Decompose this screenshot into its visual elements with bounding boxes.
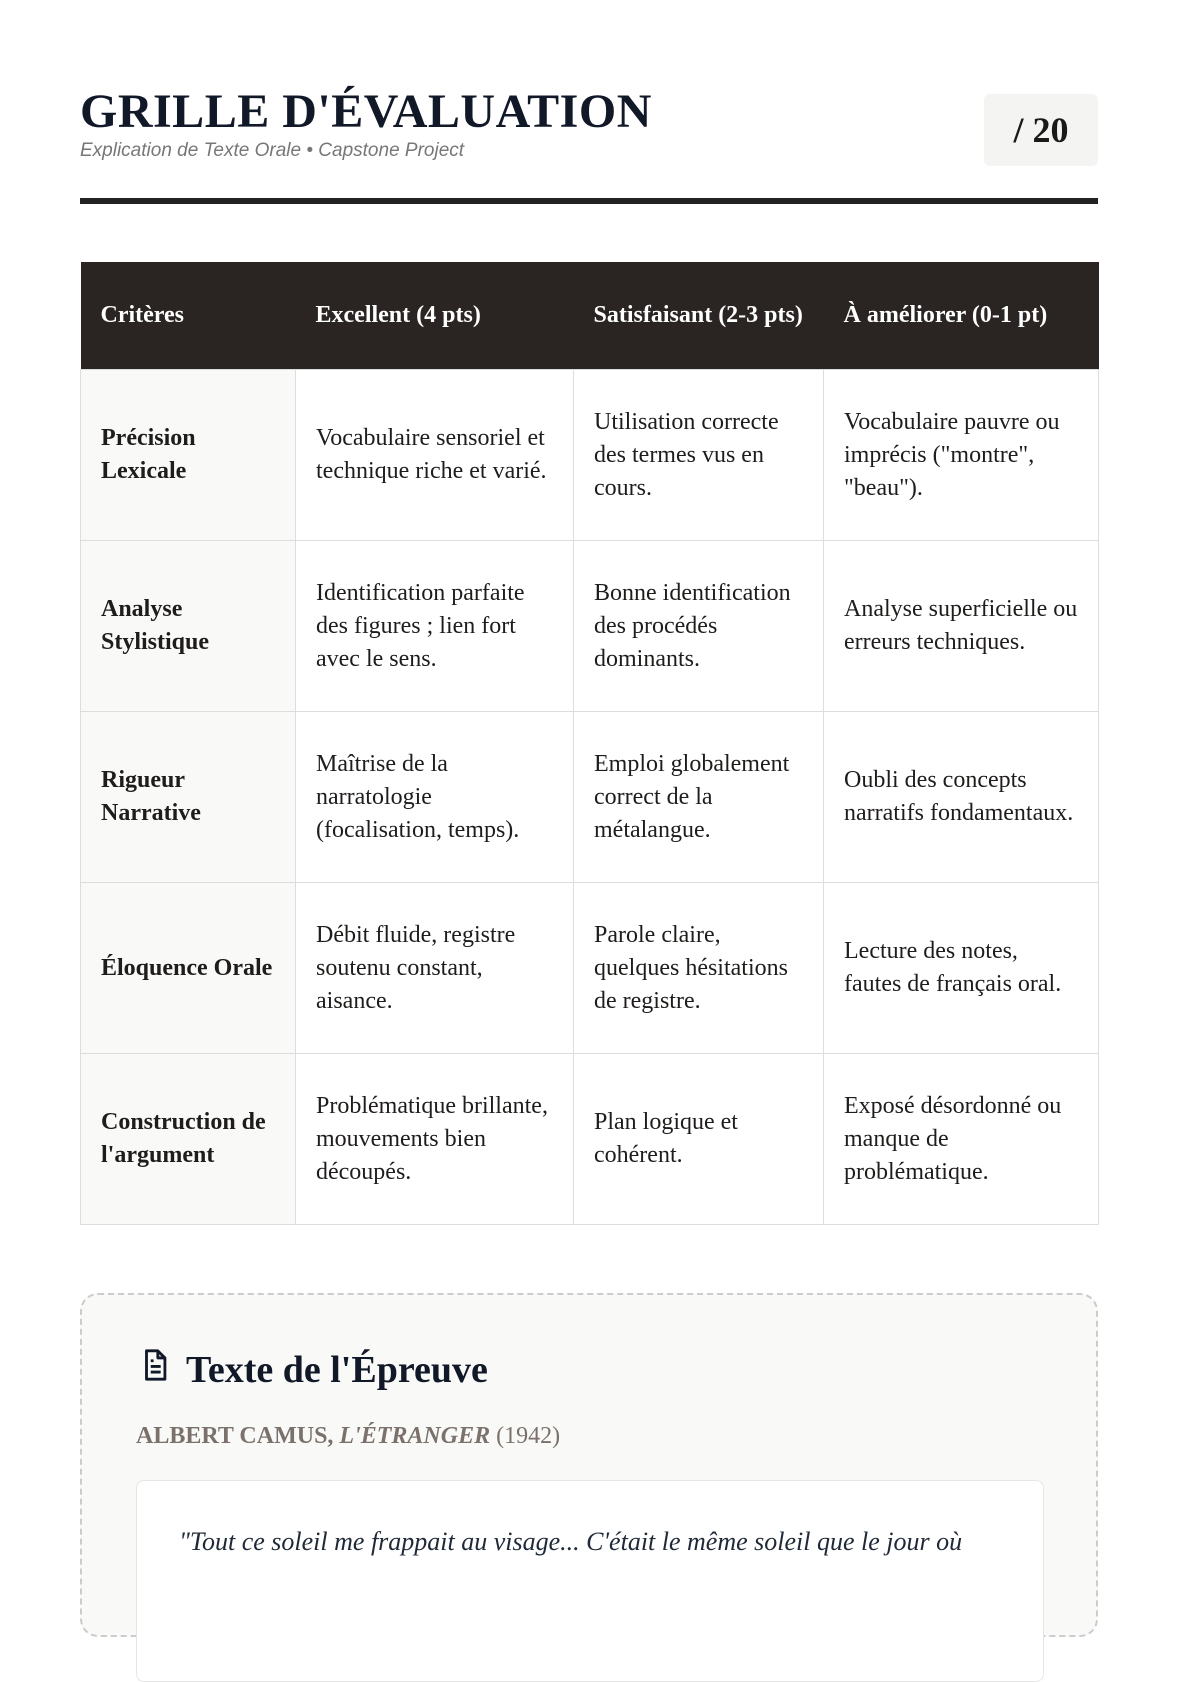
section-title	[138, 1347, 488, 1393]
document-icon	[138, 1347, 172, 1393]
table-header-row	[81, 262, 1099, 370]
quote-card	[136, 1480, 1044, 1682]
excellent-cell: Problématique brillante, mouvements bien découpés.	[296, 1054, 574, 1225]
quote-text: "Tout ce soleil me frappait au visage... C'était le même soleil que le jour où	[179, 1527, 963, 1556]
section-title-text: Texte de l'Épreuve	[186, 1349, 488, 1391]
page-header	[80, 80, 1098, 204]
table-row	[81, 370, 1099, 541]
text-source	[136, 1423, 560, 1450]
criterion-cell: Éloquence Orale	[81, 883, 296, 1054]
satisfaisant-cell: Emploi globalement correct de la métalangue.	[574, 712, 824, 883]
excellent-cell: Vocabulaire sensoriel et technique riche et varié.	[296, 370, 574, 541]
column-header: À améliorer (0-1 pt)	[824, 262, 1099, 370]
criterion-cell: Analyse Stylistique	[81, 541, 296, 712]
year: (1942)	[496, 1423, 561, 1449]
ameliorer-cell: Analyse superficielle ou erreurs techniques.	[824, 541, 1099, 712]
page-subtitle: Explication de Texte Orale • Capstone Project	[80, 140, 465, 161]
satisfaisant-cell: Parole claire, quelques hésitations de registre.	[574, 883, 824, 1054]
criterion-cell: Construction de l'argument	[81, 1054, 296, 1225]
ameliorer-cell: Vocabulaire pauvre ou imprécis ("montre", "beau").	[824, 370, 1099, 541]
column-header: Excellent (4 pts)	[296, 262, 574, 370]
excellent-cell: Débit fluide, registre soutenu constant, aisance.	[296, 883, 574, 1054]
table-row	[81, 541, 1099, 712]
table-row	[81, 712, 1099, 883]
satisfaisant-cell: Bonne identification des procédés dominants.	[574, 541, 824, 712]
ameliorer-cell: Lecture des notes, fautes de français oral.	[824, 883, 1099, 1054]
column-header: Critères	[81, 262, 296, 370]
author: ALBERT CAMUS,	[136, 1423, 334, 1449]
work-title: L'ÉTRANGER	[339, 1423, 491, 1449]
satisfaisant-cell: Plan logique et cohérent.	[574, 1054, 824, 1225]
table-row	[81, 883, 1099, 1054]
ameliorer-cell: Exposé désordonné ou manque de problématique.	[824, 1054, 1099, 1225]
score-badge: / 20	[984, 94, 1098, 166]
table-row	[81, 1054, 1099, 1225]
excellent-cell: Maîtrise de la narratologie (focalisation, temps).	[296, 712, 574, 883]
satisfaisant-cell: Utilisation correcte des termes vus en cours.	[574, 370, 824, 541]
ameliorer-cell: Oubli des concepts narratifs fondamentaux.	[824, 712, 1099, 883]
rubric-table	[80, 262, 1099, 1225]
criterion-cell: Précision Lexicale	[81, 370, 296, 541]
page-title: GRILLE D'ÉVALUATION	[80, 85, 652, 138]
column-header: Satisfaisant (2-3 pts)	[574, 262, 824, 370]
exam-text-section	[80, 1293, 1098, 1637]
excellent-cell: Identification parfaite des figures ; lien fort avec le sens.	[296, 541, 574, 712]
criterion-cell: Rigueur Narrative	[81, 712, 296, 883]
